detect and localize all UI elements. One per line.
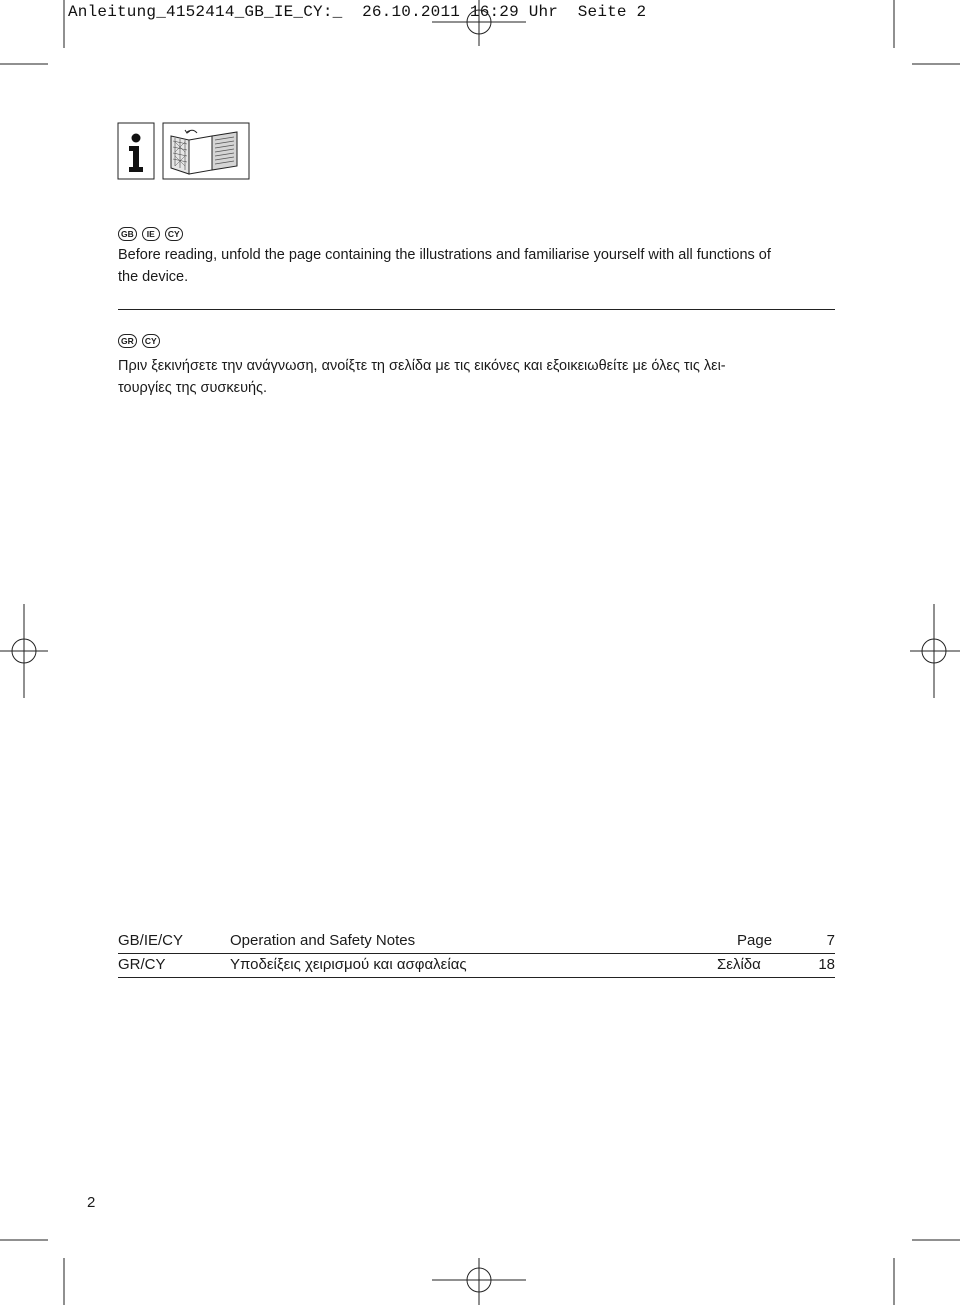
slug-time: 16:29 Uhr bbox=[469, 3, 559, 21]
language-badges-gr bbox=[118, 334, 160, 348]
fold-out-page-icon bbox=[163, 123, 249, 179]
header-icons bbox=[117, 122, 251, 187]
slug-seite: Seite 2 bbox=[577, 3, 647, 21]
badge-cy-gr: CY bbox=[142, 334, 160, 348]
toc-page-label: Σελίδα bbox=[717, 956, 761, 973]
intro-text-gr bbox=[118, 356, 858, 399]
toc-title: Υποδείξεις χειρισμού και ασφαλείας bbox=[230, 956, 467, 973]
intro-text-en bbox=[118, 245, 858, 288]
page-number: 2 bbox=[87, 1194, 96, 1211]
toc-row-en bbox=[118, 931, 835, 951]
intro-text-gr-line1: Πριν ξεκινήσετε την ανάγνωση, ανοίξτε τη σελίδα με τις εικόνες και εξοικειωθείτε με όλες τις λει- bbox=[118, 358, 726, 374]
section-divider bbox=[118, 309, 835, 310]
language-badges-en bbox=[118, 227, 183, 241]
toc-page-label: Page bbox=[737, 932, 773, 949]
info-icon bbox=[118, 123, 154, 179]
intro-text-en-line1: Before reading, unfold the page containing the illustrations and familiarise yourself with all functions of bbox=[118, 247, 771, 263]
toc-page-number: 7 bbox=[826, 932, 835, 949]
badge-cy: CY bbox=[165, 227, 183, 241]
slug-file: Anleitung_4152414_GB_IE_CY:_ bbox=[68, 3, 343, 21]
toc-lang: GB/IE/CY bbox=[118, 932, 184, 949]
toc-page-number: 18 bbox=[818, 956, 835, 973]
badge-gb: GB bbox=[118, 227, 137, 241]
badge-gr: GR bbox=[118, 334, 137, 348]
slug-date: 26.10.2011 bbox=[362, 3, 461, 21]
table-of-contents bbox=[118, 931, 835, 978]
intro-text-en-line2: the device. bbox=[118, 268, 189, 285]
toc-title: Operation and Safety Notes bbox=[230, 932, 416, 949]
toc-divider bbox=[118, 953, 835, 954]
toc-row-gr bbox=[118, 955, 835, 975]
badge-ie: IE bbox=[142, 227, 160, 241]
intro-text-gr-line2: τουργίες της συσκευής. bbox=[118, 379, 268, 396]
toc-bottom-rule bbox=[118, 977, 835, 978]
toc-lang: GR/CY bbox=[118, 956, 166, 973]
